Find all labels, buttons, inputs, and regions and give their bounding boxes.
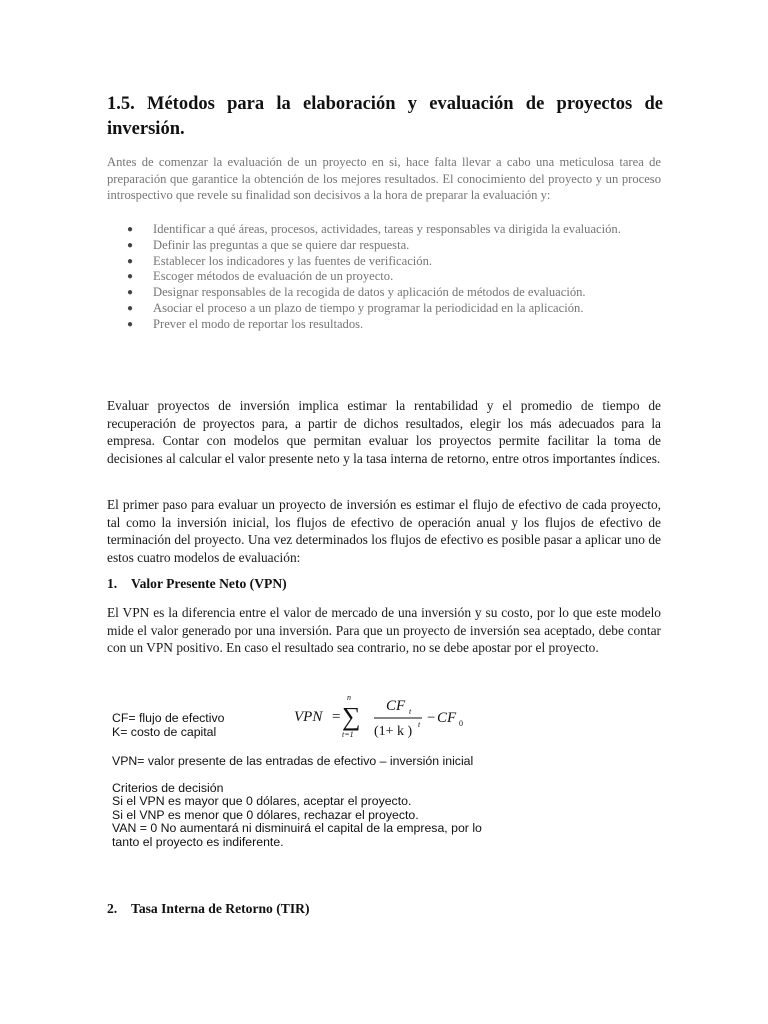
definition-k: K= costo de capital	[112, 725, 217, 739]
subheading-tir	[107, 901, 309, 917]
subheading-vpn	[107, 576, 287, 592]
definition-vpn: VPN= valor presente de las entradas de efectivo – inversión inicial	[112, 754, 474, 768]
subheading-title: Tasa Interna de Retorno (TIR)	[131, 901, 310, 916]
list-item-text: Asociar el proceso a un plazo de tiempo y programar la periodicidad en la aplicación.	[153, 300, 584, 315]
formula-lhs: VPN	[294, 709, 323, 725]
list-item	[107, 317, 661, 333]
bullet-icon: ●	[127, 287, 134, 299]
formula-numerator-sub: t	[409, 707, 412, 716]
bullet-icon: ●	[127, 239, 134, 251]
list-item-text: Designar responsables de la recogida de datos y aplicación de métodos de evaluación.	[153, 285, 586, 300]
list-item-text: Definir las preguntas a que se quiere dar respuesta.	[153, 237, 410, 252]
bullet-icon: ●	[127, 302, 134, 314]
paragraph-first-step: El primer paso para evaluar un proyecto de inversión es estimar el flujo de efectivo de cada proyecto, tal como la inversión inicial, los flujos de efectivo de operación anual y los flujos de efectivo de terminación del proyecto. Una vez determinados los flujos de efectivo es posible pasar a aplicar uno de estos cuatro modelos de evaluación:	[107, 497, 661, 565]
criteria-title: Criterios de decisión	[112, 781, 224, 795]
formula-sum-upper: n	[347, 693, 351, 702]
subheading-number: 1.	[107, 576, 118, 591]
list-item	[107, 269, 661, 285]
criteria-item: tanto el proyecto es indiferente.	[112, 834, 284, 849]
vpn-formula	[294, 690, 484, 742]
criteria-item: VAN = 0 No aumentará ni disminuirá el capital de la empresa, por lo	[112, 821, 482, 836]
formula-denominator-sup: t	[418, 720, 421, 729]
vpn-formula-svg	[294, 690, 484, 742]
bullet-icon: ●	[127, 224, 134, 235]
list-item	[107, 285, 661, 301]
list-item-text: Identificar a qué áreas, procesos, actividades, tareas y responsables va dirigida la evaluación.	[153, 222, 621, 236]
definition-cf: CF= flujo de efectivo	[112, 711, 225, 725]
list-item	[107, 301, 661, 317]
formula-numerator: CF	[386, 698, 406, 714]
paragraph-vpn-definition: El VPN es la diferencia entre el valor de mercado de una inversión y su costo, por lo que este modelo mide el valor generado por una inversión. Para que un proyecto de inversión sea aceptado, debe contar con un VPN positivo. En caso el resultado sea contrario, no se debe apostar por el proyecto.	[107, 605, 661, 656]
list-item-text: Escoger métodos de evaluación de un proyecto.	[153, 269, 394, 284]
formula-last-sub: 0	[459, 719, 463, 728]
formula-last: CF	[437, 710, 457, 726]
formula-minus: −	[427, 710, 436, 726]
subheading-number: 2.	[107, 901, 118, 916]
bullet-icon: ●	[127, 255, 134, 267]
formula-equals: =	[332, 709, 341, 725]
list-item-text: Establecer los indicadores y las fuentes de verificación.	[153, 253, 433, 268]
evaluation-steps-list	[107, 222, 661, 333]
list-item	[107, 238, 661, 254]
list-item-text: Prever el modo de reportar los resultados.	[153, 316, 364, 331]
bullet-icon: ●	[127, 271, 134, 283]
subheading-title: Valor Presente Neto (VPN)	[131, 576, 287, 591]
list-item	[107, 254, 661, 270]
list-item	[107, 222, 661, 238]
bullet-icon: ●	[127, 318, 134, 330]
criteria-item: Si el VPN es mayor que 0 dólares, aceptar el proyecto.	[112, 794, 412, 809]
vpn-formula-figure	[104, 690, 484, 862]
paragraph-evaluation-overview: Evaluar proyectos de inversión implica estimar la rentabilidad y el promedio de tiempo de recuperación de proyectos para, a partir de dichos resultados, elegir los más adecuados para la empresa. Contar con modelos que permitan evaluar los proyectos permite facilitar la toma de decisiones al calcular el valor presente neto y la tasa interna de retorno, entre otros importantes índices.	[107, 398, 661, 466]
formula-sum-lower: t=1	[342, 730, 354, 739]
criteria-item: Si el VNP es menor que 0 dólares, rechazar el proyecto.	[112, 807, 419, 822]
section-heading: 1.5. Métodos para la elaboración y evaluación de proyectos de inversión.	[107, 94, 663, 139]
formula-denominator: (1+ k )	[374, 724, 413, 739]
decision-criteria	[112, 782, 482, 849]
sigma-icon: ∑	[342, 702, 361, 731]
intro-paragraph: Antes de comenzar la evaluación de un proyecto en si, hace falta llevar a cabo una meticulosa tarea de preparación que garantice la obtención de los mejores resultados. El conocimiento del proyecto y un proceso introspectivo que revele su finalidad son decisivos a la hora de preparar la evaluación y:	[107, 155, 661, 203]
